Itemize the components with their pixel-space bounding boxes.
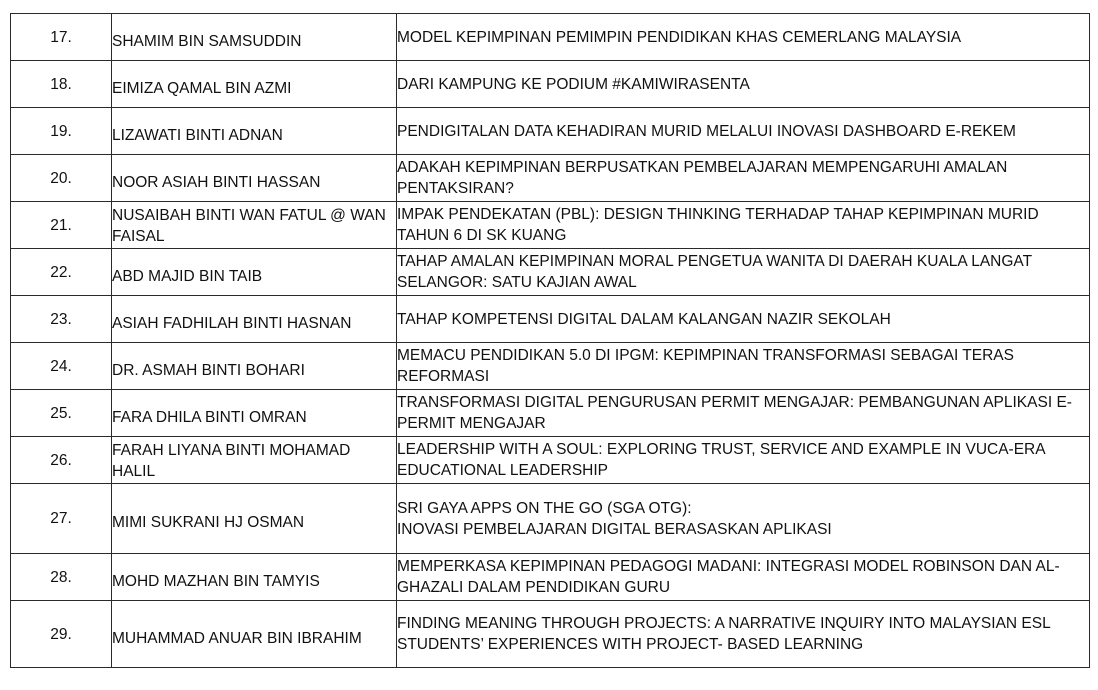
presenter-name bbox=[112, 437, 397, 484]
paper-title-line: TAHUN 6 DI SK KUANG bbox=[397, 227, 567, 244]
presenter-name-text: SHAMIM BIN SAMSUDDIN bbox=[112, 32, 302, 50]
presenter-name bbox=[112, 61, 397, 108]
presenter-name-text: FARAH LIYANA BINTI MOHAMAD HALIL bbox=[112, 442, 351, 480]
paper-title-line: PERMIT MENGAJAR bbox=[397, 415, 546, 432]
row-number: 23. bbox=[11, 296, 112, 343]
paper-title-line: SRI GAYA APPS ON THE GO (SGA OTG): bbox=[397, 499, 692, 517]
paper-title-line: TRANSFORMASI DIGITAL PENGURUSAN PERMIT MENGAJAR: PEMBANGUNAN APLIKASI E- bbox=[397, 394, 1072, 411]
paper-title-line: MEMPERKASA KEPIMPINAN PEDAGOGI MADANI: INTEGRASI MODEL ROBINSON DAN AL- bbox=[397, 558, 1060, 575]
paper-title-line: ADAKAH KEPIMPINAN BERPUSATKAN PEMBELAJARAN MEMPENGARUHI AMALAN bbox=[397, 159, 1008, 176]
paper-title-line: IMPAK PENDEKATAN (PBL): DESIGN THINKING TERHADAP TAHAP KEPIMPINAN MURID bbox=[397, 206, 1039, 223]
table-row bbox=[11, 484, 1090, 554]
row-number: 29. bbox=[11, 601, 112, 668]
row-number: 26. bbox=[11, 437, 112, 484]
table-row bbox=[11, 61, 1090, 108]
presenter-name bbox=[112, 390, 397, 437]
presenter-name-text: LIZAWATI BINTI ADNAN bbox=[112, 126, 283, 144]
row-number: 22. bbox=[11, 249, 112, 296]
presenter-name bbox=[112, 108, 397, 155]
table-row bbox=[11, 554, 1090, 601]
paper-title-line: PENTAKSIRAN? bbox=[397, 180, 514, 197]
row-number: 27. bbox=[11, 484, 112, 554]
table-row bbox=[11, 437, 1090, 484]
row-number: 19. bbox=[11, 108, 112, 155]
paper-title bbox=[397, 390, 1090, 437]
presenter-name-text: FARA DHILA BINTI OMRAN bbox=[112, 408, 307, 426]
paper-title bbox=[397, 484, 1090, 554]
presenter-name bbox=[112, 554, 397, 601]
paper-title-line: FINDING MEANING THROUGH PROJECTS: A NARRATIVE INQUIRY INTO MALAYSIAN ESL bbox=[397, 615, 1051, 632]
presenter-name bbox=[112, 601, 397, 668]
paper-title bbox=[397, 601, 1090, 668]
row-number: 28. bbox=[11, 554, 112, 601]
presenter-name bbox=[112, 155, 397, 202]
presenter-name bbox=[112, 14, 397, 61]
paper-title bbox=[397, 155, 1090, 202]
presenter-name-text: MIMI SUKRANI HJ OSMAN bbox=[112, 514, 305, 531]
table-row bbox=[11, 296, 1090, 343]
paper-title-line: MEMACU PENDIDIKAN 5.0 DI IPGM: KEPIMPINAN TRANSFORMASI SEBAGAI TERAS bbox=[397, 347, 1014, 364]
row-number: 17. bbox=[11, 14, 112, 61]
presenter-name bbox=[112, 249, 397, 296]
row-number: 21. bbox=[11, 202, 112, 249]
paper-title-line: GHAZALI DALAM PENDIDIKAN GURU bbox=[397, 579, 671, 596]
presenter-name-text: NUSAIBAH BINTI WAN FATUL @ WAN FAISAL bbox=[112, 207, 386, 245]
paper-title-line: STUDENTS’ EXPERIENCES WITH PROJECT- BASED LEARNING bbox=[397, 636, 864, 653]
paper-title-line: DARI KAMPUNG KE PODIUM #KAMIWIRASENTA bbox=[397, 75, 750, 93]
paper-title bbox=[397, 249, 1090, 296]
paper-title-line: TAHAP KOMPETENSI DIGITAL DALAM KALANGAN NAZIR SEKOLAH bbox=[397, 310, 891, 328]
table-row bbox=[11, 601, 1090, 668]
paper-title bbox=[397, 296, 1090, 343]
presenter-name-text: DR. ASMAH BINTI BOHARI bbox=[112, 361, 305, 379]
paper-title bbox=[397, 202, 1090, 249]
paper-title-line: TAHAP AMALAN KEPIMPINAN MORAL PENGETUA WANITA DI DAERAH KUALA LANGAT bbox=[397, 253, 1033, 270]
presenter-name bbox=[112, 296, 397, 343]
paper-title bbox=[397, 437, 1090, 484]
row-number: 20. bbox=[11, 155, 112, 202]
table-row bbox=[11, 14, 1090, 61]
presenter-name-text: ABD MAJID BIN TAIB bbox=[112, 267, 263, 285]
table-row bbox=[11, 343, 1090, 390]
paper-title-line: MODEL KEPIMPINAN PEMIMPIN PENDIDIKAN KHAS CEMERLANG MALAYSIA bbox=[397, 28, 962, 46]
table-row bbox=[11, 155, 1090, 202]
row-number: 18. bbox=[11, 61, 112, 108]
presenter-name-text: ASIAH FADHILAH BINTI HASNAN bbox=[112, 314, 352, 332]
paper-title bbox=[397, 343, 1090, 390]
presenter-name bbox=[112, 202, 397, 249]
paper-title-line: INOVASI PEMBELAJARAN DIGITAL BERASASKAN APLIKASI bbox=[397, 520, 832, 538]
presenter-name-text: NOOR ASIAH BINTI HASSAN bbox=[112, 173, 321, 191]
paper-title-line: LEADERSHIP WITH A SOUL: EXPLORING TRUST, SERVICE AND EXAMPLE IN VUCA-ERA bbox=[397, 441, 1046, 458]
presenter-name-text: EIMIZA QAMAL BIN AZMI bbox=[112, 79, 292, 97]
paper-title bbox=[397, 554, 1090, 601]
paper-title-line: EDUCATIONAL LEADERSHIP bbox=[397, 462, 609, 479]
row-number: 24. bbox=[11, 343, 112, 390]
paper-title bbox=[397, 61, 1090, 108]
presenter-table bbox=[10, 13, 1090, 668]
paper-title-line: PENDIGITALAN DATA KEHADIRAN MURID MELALUI INOVASI DASHBOARD E-REKEM bbox=[397, 122, 1016, 140]
paper-title-line: REFORMASI bbox=[397, 368, 490, 385]
presenter-table-body bbox=[11, 14, 1090, 668]
row-number: 25. bbox=[11, 390, 112, 437]
table-row bbox=[11, 390, 1090, 437]
table-row bbox=[11, 249, 1090, 296]
table-row bbox=[11, 108, 1090, 155]
presenter-name bbox=[112, 484, 397, 554]
paper-title bbox=[397, 14, 1090, 61]
presenter-name-text: MOHD MAZHAN BIN TAMYIS bbox=[112, 572, 320, 590]
table-row bbox=[11, 202, 1090, 249]
paper-title bbox=[397, 108, 1090, 155]
presenter-name bbox=[112, 343, 397, 390]
paper-title-line: SELANGOR: SATU KAJIAN AWAL bbox=[397, 274, 637, 291]
presenter-name-text: MUHAMMAD ANUAR BIN IBRAHIM bbox=[112, 629, 362, 647]
